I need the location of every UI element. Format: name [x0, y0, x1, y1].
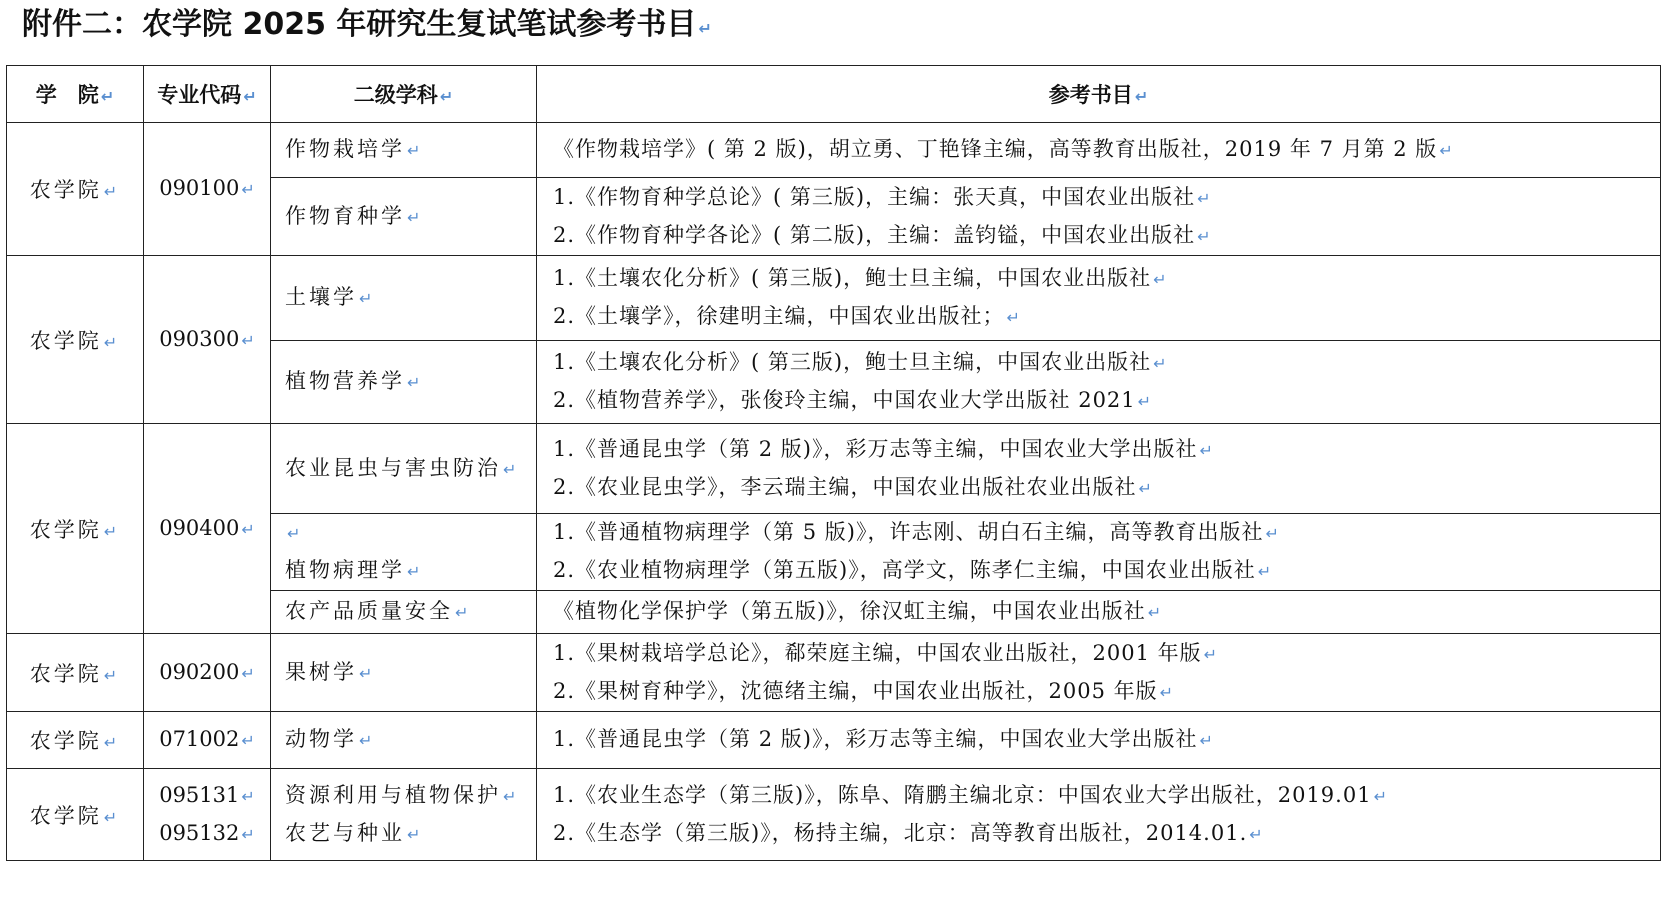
discipline-line	[285, 514, 536, 552]
books-cell	[537, 769, 1661, 861]
discipline-line-text: 作物栽培学	[285, 137, 405, 161]
code-cell	[144, 123, 271, 256]
book-line	[553, 344, 1660, 382]
discipline-line	[285, 131, 536, 169]
code-line-text: 095132	[159, 820, 240, 845]
code-line	[144, 815, 270, 853]
return-mark-icon: ↵	[287, 524, 304, 543]
book-line	[553, 131, 1660, 169]
discipline-cell	[271, 591, 537, 634]
return-mark-icon: ↵	[698, 19, 712, 38]
discipline-line	[285, 654, 536, 692]
return-mark-icon: ↵	[1249, 824, 1264, 844]
discipline-cell	[271, 712, 537, 769]
code-line	[144, 170, 270, 208]
header-discipline: 二级学科 ↵	[271, 66, 537, 123]
code-line	[144, 654, 270, 692]
discipline-line	[285, 279, 536, 317]
return-mark-icon: ↵	[439, 87, 454, 106]
code-cell	[144, 712, 271, 769]
college-text: 农学院	[29, 517, 102, 542]
return-mark-icon: ↵	[1197, 188, 1212, 208]
return-mark-icon: ↵	[241, 330, 255, 350]
return-mark-icon: ↵	[103, 182, 121, 201]
return-mark-icon: ↵	[243, 87, 257, 106]
return-mark-icon: ↵	[1138, 478, 1153, 498]
book-line	[553, 635, 1660, 673]
books-cell	[537, 341, 1661, 424]
book-line-text: 1.《作物育种学总论》( 第三版)，主编：张天真，中国农业出版社	[553, 184, 1196, 209]
return-mark-icon: ↵	[407, 141, 424, 160]
return-mark-icon: ↵	[241, 786, 255, 806]
book-line	[553, 260, 1660, 298]
discipline-line	[285, 721, 536, 759]
books-cell	[537, 178, 1661, 256]
code-cell	[144, 769, 271, 861]
book-line-text: 1.《农业生态学（第三版)》，陈阜、隋鹏主编北京：中国农业大学出版社，2019.01	[553, 782, 1372, 807]
college-cell	[7, 634, 144, 712]
book-line	[553, 514, 1660, 552]
books-cell	[537, 712, 1661, 769]
code-line	[144, 510, 270, 548]
book-line-text: 1.《普通植物病理学（第 5 版)》，许志刚、胡白石主编，高等教育出版社	[553, 520, 1264, 544]
book-line	[553, 217, 1660, 255]
book-line-text: 2.《果树育种学》，沈德绪主编，中国农业出版社，2005 年版	[553, 678, 1158, 703]
return-mark-icon: ↵	[103, 521, 121, 541]
college-text: 农学院	[29, 178, 102, 202]
table-row	[7, 712, 1661, 769]
discipline-cell	[271, 178, 537, 256]
discipline-cell	[271, 256, 537, 341]
return-mark-icon: ↵	[407, 562, 424, 581]
books-cell	[537, 514, 1661, 591]
return-mark-icon: ↵	[359, 731, 376, 750]
return-mark-icon: ↵	[1199, 731, 1214, 750]
discipline-cell	[271, 769, 537, 861]
page-title: 附件二：农学院 2025 年研究生复试笔试参考书目 ↵	[22, 7, 712, 42]
return-mark-icon: ↵	[241, 519, 255, 539]
book-line	[553, 179, 1660, 217]
return-mark-icon: ↵	[241, 180, 255, 199]
books-cell	[537, 591, 1661, 634]
code-cell	[144, 256, 271, 424]
discipline-cell	[271, 341, 537, 424]
book-line-text: 2.《农业植物病理学（第五版)》，高学文，陈孝仁主编，中国农业出版社	[553, 558, 1256, 582]
discipline-line-text: 农艺与种业	[285, 820, 405, 845]
return-mark-icon: ↵	[103, 332, 121, 352]
table-row	[7, 424, 1661, 514]
return-mark-icon: ↵	[100, 87, 115, 106]
return-mark-icon: ↵	[455, 603, 472, 622]
table-row	[7, 634, 1661, 712]
book-line	[553, 382, 1660, 420]
book-line	[553, 777, 1660, 815]
discipline-line	[285, 450, 536, 488]
book-line-text: 2.《植物营养学》，张俊玲主编，中国农业大学出版社 2021	[553, 388, 1136, 412]
return-mark-icon: ↵	[103, 665, 121, 685]
discipline-line	[285, 552, 536, 590]
code-line-text: 095131	[159, 782, 240, 807]
discipline-line	[285, 815, 536, 853]
book-line-text: 2.《土壤学》，徐建明主编，中国农业出版社；	[553, 304, 1005, 328]
book-line-text: 《作物栽培学》( 第 2 版)，胡立勇、丁艳锋主编，高等教育出版社，2019 年 7 月第 2 版	[553, 137, 1438, 161]
discipline-line-text: 果树学	[285, 659, 357, 684]
return-mark-icon: ↵	[1197, 226, 1212, 246]
discipline-cell	[271, 514, 537, 591]
table-row	[7, 769, 1661, 861]
return-mark-icon: ↵	[1439, 141, 1454, 160]
discipline-line	[285, 198, 536, 236]
book-line-text: 1.《普通昆虫学（第 2 版)》，彩万志等主编，中国农业大学出版社	[553, 727, 1198, 751]
book-line-text: 1.《普通昆虫学（第 2 版)》，彩万志等主编，中国农业大学出版社	[553, 436, 1198, 461]
table-row	[7, 123, 1661, 178]
table-header-row	[7, 66, 1661, 123]
code-cell	[144, 634, 271, 712]
book-line-text: 1.《土壤农化分析》( 第三版)，鲍士旦主编，中国农业出版社	[553, 266, 1152, 290]
college-cell	[7, 712, 144, 769]
book-line-text: 2.《作物育种学各论》( 第二版)，主编：盖钧镒，中国农业出版社	[553, 222, 1196, 247]
code-line-text: 090200	[159, 659, 240, 684]
return-mark-icon: ↵	[103, 807, 121, 827]
books-cell	[537, 256, 1661, 341]
return-mark-icon: ↵	[1153, 354, 1168, 373]
book-line-text: 1.《土壤农化分析》( 第三版)，鲍士旦主编，中国农业出版社	[553, 350, 1152, 374]
discipline-line	[285, 593, 536, 631]
college-text: 农学院	[29, 661, 102, 686]
discipline-line-text: 植物病理学	[285, 558, 405, 582]
discipline-line-text: 资源利用与植物保护	[285, 782, 501, 807]
discipline-line	[285, 777, 536, 815]
college-cell	[7, 123, 144, 256]
return-mark-icon: ↵	[1147, 603, 1163, 622]
discipline-line-text: 植物营养学	[285, 369, 405, 393]
return-mark-icon: ↵	[103, 733, 121, 752]
return-mark-icon: ↵	[1373, 786, 1388, 806]
books-cell	[537, 634, 1661, 712]
return-mark-icon: ↵	[359, 289, 376, 308]
book-line-text: 2.《生态学（第三版)》，杨持主编，北京：高等教育出版社，2014.01.	[553, 820, 1248, 845]
return-mark-icon: ↵	[1257, 562, 1273, 581]
code-line-text: 090400	[159, 515, 240, 540]
return-mark-icon: ↵	[503, 459, 520, 479]
discipline-line-text: 农业昆虫与害虫防治	[285, 455, 501, 480]
book-line	[553, 298, 1660, 336]
return-mark-icon: ↵	[241, 663, 255, 683]
college-text: 农学院	[29, 803, 102, 828]
college-text: 农学院	[29, 729, 102, 753]
return-mark-icon: ↵	[1006, 308, 1021, 327]
discipline-cell	[271, 634, 537, 712]
book-line	[553, 721, 1660, 759]
return-mark-icon: ↵	[407, 207, 424, 227]
discipline-line-text: 农产品质量安全	[285, 599, 453, 623]
return-mark-icon: ↵	[1199, 440, 1214, 460]
return-mark-icon: ↵	[1265, 524, 1280, 543]
books-cell	[537, 123, 1661, 178]
book-line	[553, 552, 1660, 590]
books-cell	[537, 424, 1661, 514]
book-line	[553, 673, 1660, 711]
return-mark-icon: ↵	[1159, 682, 1175, 702]
discipline-cell	[271, 123, 537, 178]
table-row	[7, 256, 1661, 341]
book-line-text: 2.《农业昆虫学》，李云瑞主编，中国农业出版社农业出版社	[553, 474, 1137, 499]
discipline-line-text: 动物学	[285, 727, 357, 751]
discipline-cell	[271, 424, 537, 514]
code-line	[144, 321, 270, 359]
return-mark-icon: ↵	[1137, 392, 1153, 411]
college-text: 农学院	[29, 328, 102, 353]
college-cell	[7, 769, 144, 861]
return-mark-icon: ↵	[1153, 270, 1168, 289]
return-mark-icon: ↵	[1134, 87, 1149, 106]
book-line	[553, 593, 1660, 631]
code-line-text: 090100	[159, 176, 240, 200]
book-line	[553, 469, 1660, 507]
return-mark-icon: ↵	[359, 663, 376, 683]
discipline-line-text: 土壤学	[285, 285, 357, 309]
discipline-line	[285, 363, 536, 401]
code-line	[144, 721, 270, 759]
book-line-text: 1.《果树栽培学总论》，郗荣庭主编，中国农业出版社，2001 年版	[553, 640, 1202, 665]
code-line-text: 090300	[159, 326, 240, 351]
return-mark-icon: ↵	[1203, 644, 1219, 664]
college-cell	[7, 256, 144, 424]
code-line	[144, 777, 270, 815]
book-line-text: 《植物化学保护学（第五版)》，徐汉虹主编，中国农业出版社	[553, 599, 1146, 623]
header-books: 参考书目 ↵	[537, 66, 1661, 123]
header-college: 学 院 ↵	[7, 66, 144, 123]
book-line	[553, 815, 1660, 853]
return-mark-icon: ↵	[503, 786, 520, 806]
discipline-line-text: 作物育种学	[285, 203, 405, 228]
return-mark-icon: ↵	[407, 824, 424, 844]
code-cell	[144, 424, 271, 634]
table-body	[7, 123, 1661, 861]
college-cell	[7, 424, 144, 634]
return-mark-icon: ↵	[407, 373, 424, 392]
reference-book-table	[6, 65, 1661, 861]
return-mark-icon: ↵	[241, 824, 255, 844]
header-code: 专业代码 ↵	[144, 66, 271, 123]
code-line-text: 071002	[159, 727, 240, 751]
book-line	[553, 431, 1660, 469]
return-mark-icon: ↵	[241, 731, 255, 750]
